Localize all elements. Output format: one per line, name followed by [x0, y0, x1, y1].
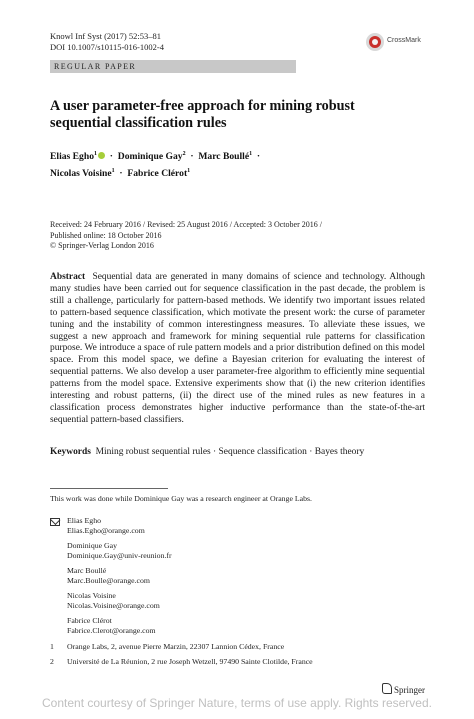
journal-citation: Knowl Inf Syst (2017) 52:53–81 [50, 31, 161, 41]
crossmark-badge[interactable] [366, 33, 428, 53]
orcid-icon[interactable] [98, 152, 105, 159]
author-name[interactable]: Nicolas Voisine [50, 168, 112, 180]
abstract-text: Sequential data are generated in many domains of science and technology. Although many studies have been carried out for sequence classification in the past decade, the problem is still a challenge, particularly for pattern-based methods. We identify two important issues related to pattern-based sequence classification, which motivate the present work: the curse of parameter tuning and the instability of common interestingness measures. To alleviate these issues, we suggest a new approach and framework for mining sequential rule patterns for classification purpose. We introduce a space of rule pattern models and a prior distribution defined on this model space. From this model space, we define a Bayesian criterion for evaluating the interest of sequential patterns. We also develop a user parameter-free algorithm to efficiently mine sequential patterns from the model space. Extensive experiments show that (i) the new criterion identifies interesting and robust patterns, (ii) the direct use of the mined rules as new features in a classification process demonstrates higher inductive performance than the state-of-the-art sequential pattern-based classifiers. [50, 272, 425, 425]
contact-name: Elias Egho [67, 516, 101, 525]
keywords-label: Keywords [50, 447, 91, 457]
author-name[interactable]: Fabrice Clérot [127, 168, 188, 180]
contact-entry [67, 516, 367, 536]
contact-name: Fabrice Clérot [67, 616, 112, 625]
affiliation-text: Université de La Réunion, 2 rue Joseph Wetzell, 97490 Sainte Clotilde, France [67, 657, 313, 666]
keywords-text: Mining robust sequential rules · Sequence classification · Bayes theory [95, 447, 365, 457]
affiliation [50, 657, 430, 667]
paper-type-label: REGULAR PAPER [54, 62, 137, 71]
affiliation-mark: 1 [249, 151, 253, 157]
paper-title [50, 98, 430, 131]
author-list: Elias Egho$^1$ · Dominique Gay$^2$ · Marc Boullé$^1$ · Nicolas Voisine$^1$ · Fabrice Clérot$^1$ [50, 151, 261, 180]
crossmark-label: CrossMark [387, 37, 421, 44]
paper-type-banner [50, 60, 296, 73]
affiliation [50, 642, 430, 652]
abstract-label: Abstract [50, 272, 86, 282]
envelope-icon [50, 518, 60, 526]
contact-entry [67, 591, 367, 611]
contact-name: Dominique Gay [67, 541, 118, 550]
affiliation-mark: 1 [187, 168, 191, 175]
title-line: sequential classification rules [50, 114, 227, 131]
contact-entry [67, 566, 367, 586]
publication-dates [50, 220, 430, 252]
keywords [50, 446, 430, 458]
doi[interactable]: DOI 10.1007/s10115-016-1002-4 [50, 42, 164, 52]
contact-email[interactable]: Marc.Boulle@orange.com [67, 576, 150, 585]
contact-email[interactable]: Nicolas.Voisine@orange.com [67, 601, 160, 610]
publisher-logo [382, 683, 425, 695]
contact-email[interactable]: Dominique.Gay@univ-reunion.fr [67, 551, 172, 560]
affiliation-mark: 1 [111, 168, 115, 175]
author-name[interactable]: Dominique Gay [117, 151, 183, 163]
contact-name: Nicolas Voisine [67, 591, 116, 600]
dates-line: Published online: 18 October 2016 [50, 230, 162, 240]
contact-entry [67, 541, 367, 561]
contact-name: Marc Boullé [67, 566, 107, 575]
courtesy-notice: Content courtesy of Springer Nature, terms of use apply. Rights reserved. [42, 696, 432, 710]
contact-entry [67, 616, 367, 636]
affiliation-number: 2 [50, 657, 54, 666]
affiliation-mark: 2 [182, 151, 186, 157]
abstract [50, 272, 425, 427]
footnote-rule [50, 488, 168, 489]
contact-email[interactable]: Elias.Egho@orange.com [67, 526, 145, 535]
affiliation-number: 1 [50, 642, 54, 651]
copyright-line: © Springer-Verlag London 2016 [50, 241, 154, 250]
crossmark-icon [366, 33, 384, 51]
footnote: This work was done while Dominique Gay was a research engineer at Orange Labs. [50, 494, 312, 503]
title-line: A user parameter-free approach for mining robust [50, 98, 355, 114]
contact-email[interactable]: Fabrice.Clerot@orange.com [67, 626, 156, 635]
author-name[interactable]: Elias Egho [50, 151, 94, 163]
springer-horse-icon [382, 683, 392, 694]
affiliation-mark: 1 [94, 151, 97, 157]
affiliation-text: Orange Labs, 2, avenue Pierre Marzin, 22307 Lannion Cédex, France [67, 642, 285, 651]
journal-header [50, 31, 164, 53]
author-name[interactable]: Marc Boullé [198, 151, 250, 163]
publisher-name: Springer [394, 685, 425, 695]
dates-line: Received: 24 February 2016 / Revised: 25 August 2016 / Accepted: 3 October 2016 / [50, 220, 322, 229]
